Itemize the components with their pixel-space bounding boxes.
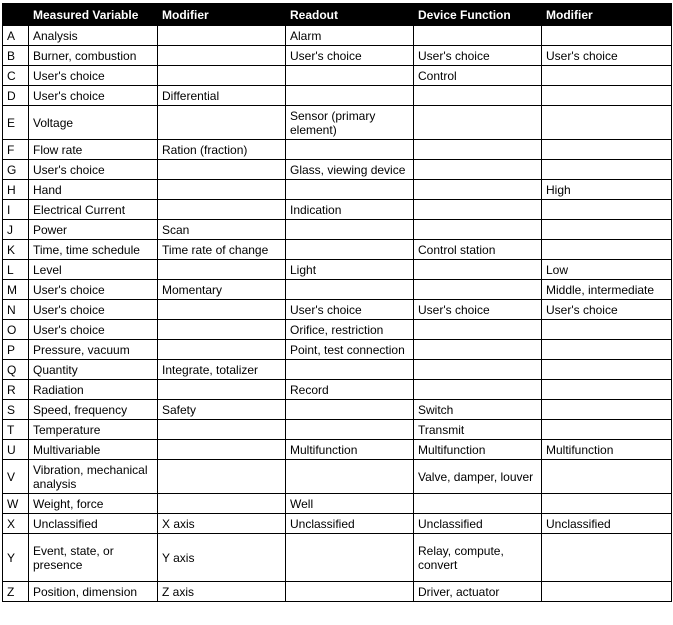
cell-measured-variable: Level xyxy=(29,260,158,280)
cell-modifier xyxy=(158,440,286,460)
cell-readout xyxy=(286,66,414,86)
cell-measured-variable: Hand xyxy=(29,180,158,200)
cell-readout: Well xyxy=(286,494,414,514)
row-letter: Y xyxy=(3,534,29,582)
table-row xyxy=(3,380,672,400)
header-readout: Readout xyxy=(286,4,414,26)
cell-measured-variable: Time, time schedule xyxy=(29,240,158,260)
table-row xyxy=(3,460,672,494)
row-letter: M xyxy=(3,280,29,300)
table-row xyxy=(3,534,672,582)
cell-device-function xyxy=(414,280,542,300)
cell-modifier-2 xyxy=(542,460,672,494)
cell-measured-variable: Flow rate xyxy=(29,140,158,160)
cell-modifier-2 xyxy=(542,200,672,220)
table-row xyxy=(3,360,672,380)
cell-modifier xyxy=(158,340,286,360)
cell-modifier: Ration (fraction) xyxy=(158,140,286,160)
cell-modifier xyxy=(158,300,286,320)
cell-modifier xyxy=(158,160,286,180)
table-row xyxy=(3,26,672,46)
cell-measured-variable: Vibration, mechanical analysis xyxy=(29,460,158,494)
row-letter: X xyxy=(3,514,29,534)
cell-modifier-2: Unclassified xyxy=(542,514,672,534)
cell-modifier-2: User's choice xyxy=(542,46,672,66)
cell-modifier-2: Multifunction xyxy=(542,440,672,460)
cell-readout xyxy=(286,360,414,380)
cell-readout: User's choice xyxy=(286,300,414,320)
table-header xyxy=(3,4,672,26)
cell-device-function xyxy=(414,360,542,380)
cell-measured-variable: User's choice xyxy=(29,300,158,320)
cell-modifier xyxy=(158,180,286,200)
table-row xyxy=(3,240,672,260)
cell-readout: Indication xyxy=(286,200,414,220)
cell-device-function xyxy=(414,260,542,280)
cell-modifier: Scan xyxy=(158,220,286,240)
cell-modifier xyxy=(158,460,286,494)
row-letter: V xyxy=(3,460,29,494)
cell-device-function xyxy=(414,160,542,180)
cell-modifier-2 xyxy=(542,420,672,440)
cell-modifier xyxy=(158,380,286,400)
cell-modifier xyxy=(158,66,286,86)
cell-modifier-2 xyxy=(542,160,672,180)
cell-modifier-2 xyxy=(542,340,672,360)
cell-modifier-2 xyxy=(542,534,672,582)
row-letter: Q xyxy=(3,360,29,380)
cell-modifier-2 xyxy=(542,360,672,380)
cell-device-function: Unclassified xyxy=(414,514,542,534)
row-letter: N xyxy=(3,300,29,320)
cell-readout xyxy=(286,240,414,260)
cell-measured-variable: Radiation xyxy=(29,380,158,400)
cell-measured-variable: Event, state, or presence xyxy=(29,534,158,582)
cell-modifier-2 xyxy=(542,66,672,86)
cell-modifier xyxy=(158,494,286,514)
cell-modifier-2 xyxy=(542,26,672,46)
header-measured-variable: Measured Variable xyxy=(29,4,158,26)
cell-measured-variable: Voltage xyxy=(29,106,158,140)
cell-device-function: Transmit xyxy=(414,420,542,440)
cell-modifier-2 xyxy=(542,582,672,602)
row-letter: W xyxy=(3,494,29,514)
row-letter: F xyxy=(3,140,29,160)
cell-device-function xyxy=(414,180,542,200)
table-row xyxy=(3,280,672,300)
table-row xyxy=(3,514,672,534)
cell-readout xyxy=(286,420,414,440)
cell-modifier-2 xyxy=(542,380,672,400)
cell-modifier: Y axis xyxy=(158,534,286,582)
row-letter: B xyxy=(3,46,29,66)
cell-measured-variable: Electrical Current xyxy=(29,200,158,220)
row-letter: C xyxy=(3,66,29,86)
row-letter: G xyxy=(3,160,29,180)
cell-readout: Alarm xyxy=(286,26,414,46)
table-row xyxy=(3,200,672,220)
cell-modifier-2 xyxy=(542,220,672,240)
cell-measured-variable: User's choice xyxy=(29,66,158,86)
cell-modifier: Safety xyxy=(158,400,286,420)
cell-device-function xyxy=(414,220,542,240)
cell-readout: Multifunction xyxy=(286,440,414,460)
table-row xyxy=(3,260,672,280)
cell-modifier: Differential xyxy=(158,86,286,106)
isa-identification-table xyxy=(2,3,672,602)
table-row xyxy=(3,220,672,240)
row-letter: R xyxy=(3,380,29,400)
cell-device-function: User's choice xyxy=(414,300,542,320)
cell-modifier xyxy=(158,420,286,440)
cell-measured-variable: Power xyxy=(29,220,158,240)
cell-readout xyxy=(286,280,414,300)
cell-device-function: Multifunction xyxy=(414,440,542,460)
cell-readout: Unclassified xyxy=(286,514,414,534)
cell-modifier xyxy=(158,320,286,340)
cell-modifier xyxy=(158,260,286,280)
cell-readout: User's choice xyxy=(286,46,414,66)
cell-measured-variable: Position, dimension xyxy=(29,582,158,602)
cell-device-function: Driver, actuator xyxy=(414,582,542,602)
cell-device-function: User's choice xyxy=(414,46,542,66)
table-row xyxy=(3,160,672,180)
cell-modifier xyxy=(158,46,286,66)
row-letter: Z xyxy=(3,582,29,602)
table-row xyxy=(3,106,672,140)
cell-measured-variable: User's choice xyxy=(29,86,158,106)
table-row xyxy=(3,582,672,602)
table-row xyxy=(3,140,672,160)
row-letter: E xyxy=(3,106,29,140)
header-modifier-2: Modifier xyxy=(542,4,672,26)
header-row xyxy=(3,4,672,26)
cell-device-function xyxy=(414,106,542,140)
cell-device-function xyxy=(414,494,542,514)
cell-modifier: Momentary xyxy=(158,280,286,300)
table-row xyxy=(3,46,672,66)
cell-readout: Light xyxy=(286,260,414,280)
table-row xyxy=(3,320,672,340)
cell-measured-variable: User's choice xyxy=(29,320,158,340)
cell-device-function xyxy=(414,86,542,106)
cell-device-function: Switch xyxy=(414,400,542,420)
cell-measured-variable: Multivariable xyxy=(29,440,158,460)
table-row xyxy=(3,420,672,440)
row-letter: O xyxy=(3,320,29,340)
cell-device-function xyxy=(414,340,542,360)
cell-device-function xyxy=(414,320,542,340)
header-device-function: Device Function xyxy=(414,4,542,26)
table-row xyxy=(3,494,672,514)
cell-readout: Orifice, restriction xyxy=(286,320,414,340)
cell-readout: Glass, viewing device xyxy=(286,160,414,180)
cell-measured-variable: User's choice xyxy=(29,280,158,300)
cell-device-function xyxy=(414,26,542,46)
row-letter: H xyxy=(3,180,29,200)
table-row xyxy=(3,66,672,86)
cell-measured-variable: Temperature xyxy=(29,420,158,440)
row-letter: S xyxy=(3,400,29,420)
cell-readout xyxy=(286,140,414,160)
cell-readout xyxy=(286,86,414,106)
header-modifier: Modifier xyxy=(158,4,286,26)
row-letter: K xyxy=(3,240,29,260)
cell-modifier xyxy=(158,200,286,220)
cell-modifier-2 xyxy=(542,106,672,140)
row-letter: D xyxy=(3,86,29,106)
cell-modifier-2: Low xyxy=(542,260,672,280)
cell-readout xyxy=(286,400,414,420)
cell-readout xyxy=(286,582,414,602)
cell-modifier-2: High xyxy=(542,180,672,200)
header-letter xyxy=(3,4,29,26)
cell-device-function: Relay, compute, convert xyxy=(414,534,542,582)
cell-modifier: Z axis xyxy=(158,582,286,602)
cell-readout: Record xyxy=(286,380,414,400)
cell-measured-variable: Pressure, vacuum xyxy=(29,340,158,360)
cell-modifier-2 xyxy=(542,240,672,260)
table-body xyxy=(3,26,672,602)
table-row xyxy=(3,440,672,460)
cell-device-function: Control station xyxy=(414,240,542,260)
cell-measured-variable: Speed, frequency xyxy=(29,400,158,420)
cell-readout xyxy=(286,534,414,582)
cell-measured-variable: Quantity xyxy=(29,360,158,380)
row-letter: I xyxy=(3,200,29,220)
cell-measured-variable: Unclassified xyxy=(29,514,158,534)
cell-modifier xyxy=(158,26,286,46)
cell-measured-variable: Burner, combustion xyxy=(29,46,158,66)
table-row xyxy=(3,86,672,106)
table-row xyxy=(3,300,672,320)
cell-readout xyxy=(286,460,414,494)
cell-measured-variable: Analysis xyxy=(29,26,158,46)
table-row xyxy=(3,180,672,200)
cell-modifier-2 xyxy=(542,86,672,106)
cell-modifier: Time rate of change xyxy=(158,240,286,260)
cell-device-function: Valve, damper, louver xyxy=(414,460,542,494)
table-row xyxy=(3,340,672,360)
row-letter: A xyxy=(3,26,29,46)
cell-modifier xyxy=(158,106,286,140)
cell-modifier: X axis xyxy=(158,514,286,534)
cell-device-function xyxy=(414,380,542,400)
cell-readout: Point, test connection xyxy=(286,340,414,360)
table-row xyxy=(3,400,672,420)
cell-modifier-2 xyxy=(542,400,672,420)
cell-modifier: Integrate, totalizer xyxy=(158,360,286,380)
cell-modifier-2: User's choice xyxy=(542,300,672,320)
cell-measured-variable: Weight, force xyxy=(29,494,158,514)
row-letter: T xyxy=(3,420,29,440)
cell-device-function xyxy=(414,140,542,160)
cell-readout: Sensor (primary element) xyxy=(286,106,414,140)
cell-modifier-2: Middle, intermediate xyxy=(542,280,672,300)
cell-device-function xyxy=(414,200,542,220)
row-letter: U xyxy=(3,440,29,460)
cell-measured-variable: User's choice xyxy=(29,160,158,180)
row-letter: L xyxy=(3,260,29,280)
cell-readout xyxy=(286,220,414,240)
cell-readout xyxy=(286,180,414,200)
row-letter: P xyxy=(3,340,29,360)
row-letter: J xyxy=(3,220,29,240)
cell-modifier-2 xyxy=(542,320,672,340)
cell-device-function: Control xyxy=(414,66,542,86)
cell-modifier-2 xyxy=(542,140,672,160)
cell-modifier-2 xyxy=(542,494,672,514)
